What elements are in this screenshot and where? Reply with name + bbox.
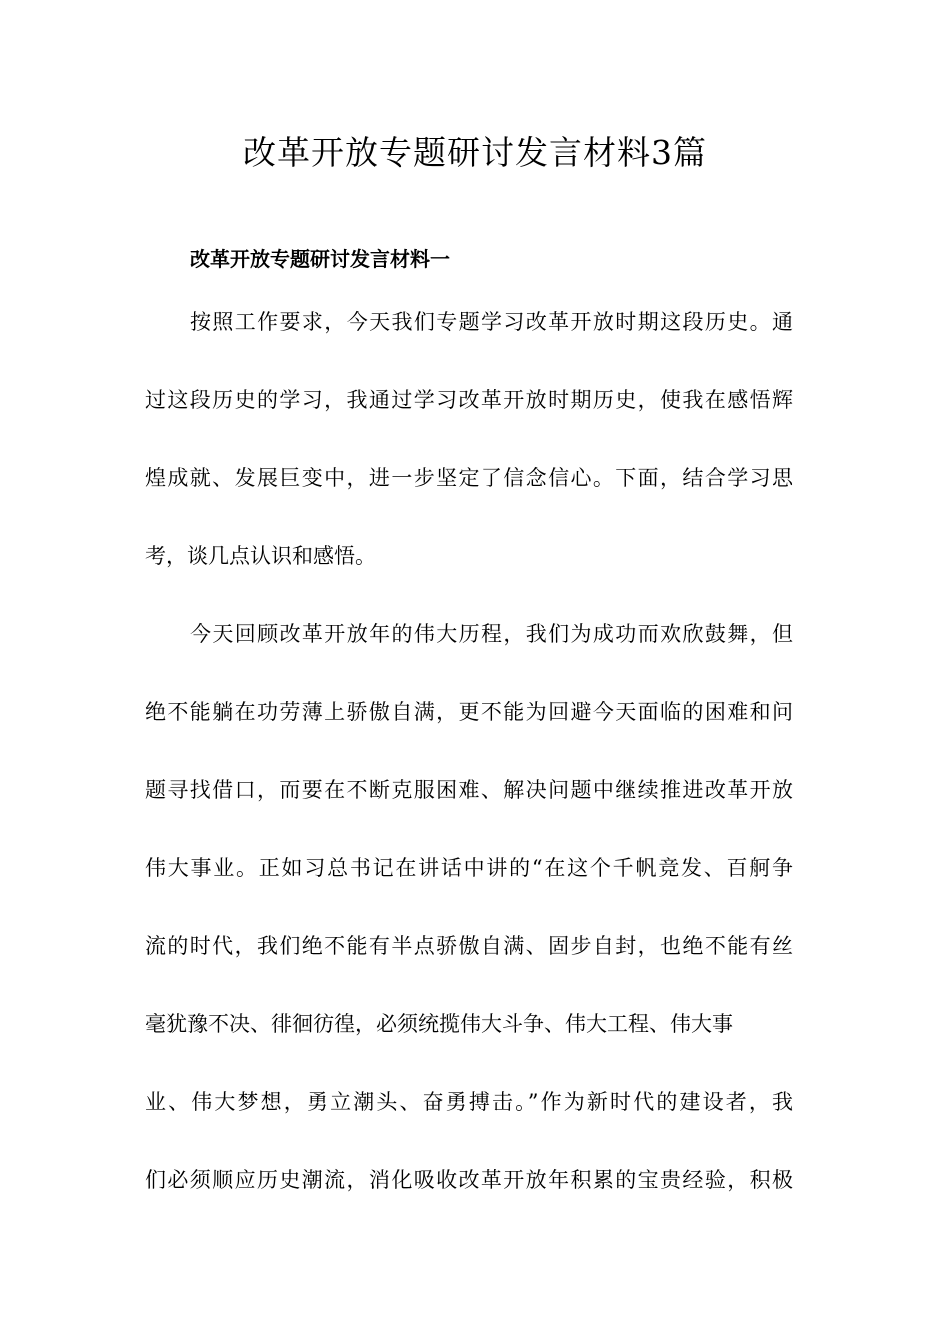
body-line: 业、伟大梦想，勇立潮头、奋勇搏击。”作为新时代的建设者，我 bbox=[145, 1090, 793, 1114]
body-line: 煌成就、发展巨变中，进一步坚定了信念信心。下面，结合学习思 bbox=[145, 466, 793, 490]
body-line: 毫犹豫不决、徘徊彷徨，必须统揽伟大斗争、伟大工程、伟大事 bbox=[145, 1012, 733, 1036]
body-line: 考，谈几点认识和感悟。 bbox=[145, 544, 376, 568]
body-line: 过这段历史的学习，我通过学习改革开放时期历史，使我在感悟辉 bbox=[145, 388, 793, 412]
body-line: 绝不能躺在功劳薄上骄傲自满，更不能为回避今天面临的困难和问 bbox=[145, 700, 793, 724]
body-line: 伟大事业。正如习总书记在讲话中讲的“在这个千帆竞发、百舸争 bbox=[145, 856, 793, 880]
body-line: 们必须顺应历史潮流，消化吸收改革开放年积累的宝贵经验，积极 bbox=[145, 1168, 793, 1192]
body-line: 题寻找借口，而要在不断克服困难、解决问题中继续推进改革开放 bbox=[145, 778, 793, 802]
body-line: 今天回顾改革开放年的伟大历程，我们为成功而欢欣鼓舞，但 bbox=[190, 622, 793, 646]
body-line: 流的时代，我们绝不能有半点骄傲自满、固步自封，也绝不能有丝 bbox=[145, 934, 793, 958]
section-heading: 改革开放专题研讨发言材料一 bbox=[190, 247, 450, 271]
document-title: 改革开放专题研讨发言材料3篇 bbox=[243, 133, 707, 172]
body-line: 按照工作要求，今天我们专题学习改革开放时期这段历史。通 bbox=[190, 310, 793, 334]
